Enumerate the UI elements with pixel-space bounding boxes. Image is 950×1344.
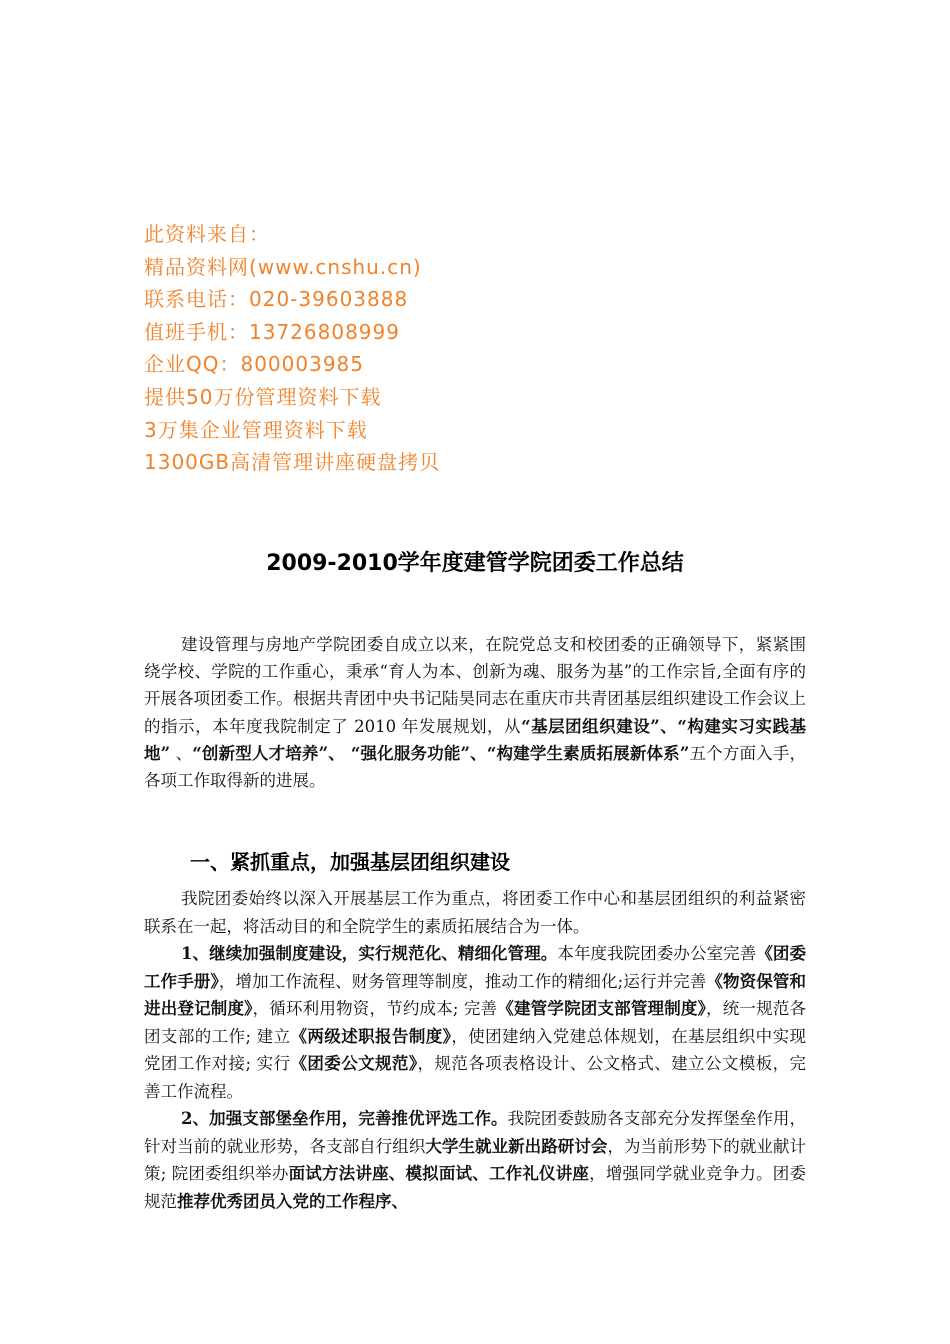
item-bold: 大学生就业新出路研讨会 (425, 1136, 608, 1156)
source-notice (144, 218, 440, 479)
item-bold: 《团委公文规范》 (290, 1054, 418, 1073)
intro-bold: “创新型人才培养”、 “强化服务功能”、“构建学生素质拓展新体系” (192, 743, 690, 763)
mobile-line: 值班手机：13726808999 (144, 319, 400, 344)
item-text: ，增强同学就业竞争力。团委规范 (144, 1164, 807, 1211)
item-heading: 1、继续加强制度建设，实行规范化、精细化管理。 (181, 944, 558, 963)
item-text: ，为当前形势下的就业献计策; 院团委组织举办 (144, 1136, 807, 1183)
item-bold: 面试方法讲座、模拟面试、工作礼仪讲座 (288, 1164, 590, 1183)
item-bold: 推荐优秀团员入党的工作程序、 (177, 1191, 408, 1211)
intro-text: 五个方面入手，各项工作取得新的进展。 (144, 743, 807, 791)
item-text: ，使团建纳入党建总体规划，在基层组织中实现党团工作对接; 实行 (144, 1026, 807, 1073)
item-text: ，规范各项表格设计、公文格式、建立公文模板，完善工作流程。 (144, 1054, 807, 1101)
item-paragraph (144, 940, 806, 1105)
document-title: 2009-2010学年度建管学院团委工作总结 (266, 551, 684, 576)
item-text: 本年度我院团委办公室完善 (557, 944, 757, 963)
phone-line: 联系电话：020-39603888 (144, 287, 409, 312)
item-text: ，统一规范各团支部的工作; 建立 (144, 999, 807, 1046)
qq-line: 企业QQ：800003985 (144, 352, 365, 377)
item-bold: 《物资保管和进出登记制度》 (144, 971, 807, 1018)
item-paragraph (144, 1105, 806, 1215)
hard-disk-line: 1300GB高清管理讲座硬盘拷贝 (144, 450, 441, 475)
section-paragraph: 我院团委始终以深入开展基层工作为重点，将团委工作中心和基层团组织的利益紧密联系在一起，将活动目的和全院学生的素质拓展结合为一体。 (144, 889, 806, 936)
intro-text: 、 (170, 743, 193, 763)
intro-text: 建设管理与房地产学院团委自成立以来，在院党总支和校团委的正确领导下，紧紧围绕学校、学院的工作重心，秉承“育人为本、创新为魂、服务为基”的工作宗旨,全面有序的开展各项团委工作。根据共青团中央书记陆昊同志在重庆市共青团基层组织建设工作会议上的指示，本年度我院制定了 2010 年发展规划，从 (144, 635, 806, 736)
item-bold: 《建管学院团支部管理制度》 (497, 999, 707, 1018)
download-line: 提供50万份管理资料下载 (144, 384, 382, 409)
section-body (144, 885, 806, 1215)
item-text: ，循环利用物资，节约成本; 完善 (252, 999, 498, 1018)
source-notice-line: 此资料来自： (144, 222, 270, 246)
website-line: 精品资料网(www.cnshu.cn) (144, 254, 422, 279)
intro-bold: “基层团组织建设”、“构建实习实践基地” (144, 716, 806, 763)
item-heading: 2、加强支部堡垒作用，完善推优评选工作。 (181, 1109, 508, 1128)
item-bold: 《两级述职报告制度》 (290, 1026, 452, 1046)
section-heading: 一、紧抓重点，加强基层团组织建设 (190, 850, 510, 874)
item-text: ，增加工作流程、财务管理等制度，推动工作的精细化;运行并完善 (218, 971, 707, 991)
item-text: 我院团委鼓励各支部充分发挥堡垒作用，针对当前的就业形势，各支部自行组织 (144, 1109, 807, 1156)
intro-paragraph (144, 631, 806, 794)
item-bold: 《团委工作手册》 (144, 944, 807, 991)
video-download-line: 3万集企业管理资料下载 (144, 417, 368, 442)
